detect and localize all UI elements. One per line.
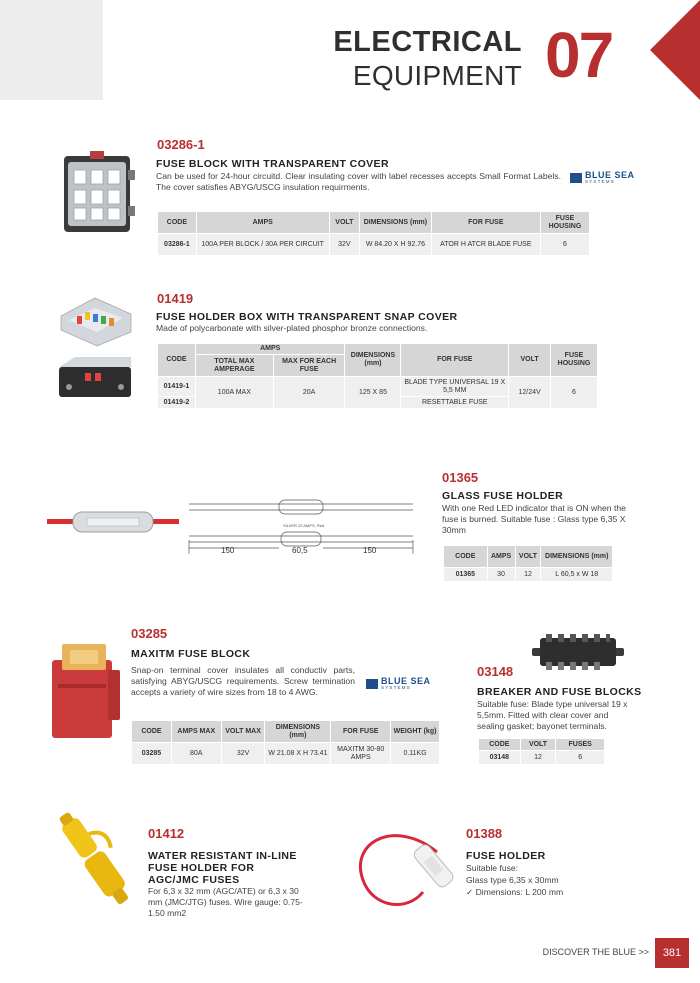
table-cell: 30 (487, 568, 515, 582)
breaker-fuse-block-image (532, 632, 624, 672)
product-code-03285: 03285 (131, 626, 168, 641)
product-name-03286: FUSE BLOCK WITH TRANSPARENT COVER (156, 158, 389, 170)
drawing-label: SILVER 20 AMPS. Red (283, 523, 325, 528)
page-title-line1: ELECTRICAL (333, 26, 522, 58)
product-name-01412-line2: FUSE HOLDER FOR (148, 862, 255, 874)
table-header-row (132, 721, 440, 743)
spec-table-03286 (157, 211, 590, 256)
table-cell: 03285 (132, 743, 172, 765)
spec-table-03148 (478, 738, 605, 765)
product-name-03285: MAXITM FUSE BLOCK (131, 648, 251, 660)
table-cell: 32V (329, 234, 360, 256)
chevron-arrow-icon (650, 0, 700, 100)
logo-sub: SYSTEMS (381, 685, 411, 690)
table-row (444, 568, 613, 582)
spec-table-01419 (157, 343, 598, 409)
spec-table-03285 (131, 720, 440, 765)
table-row (158, 234, 590, 256)
table-cell: L 60,5 x W 18 (541, 568, 613, 582)
product-name-01388: FUSE HOLDER (466, 850, 546, 862)
table-header: FOR FUSE (401, 344, 509, 377)
product-code-03286: 03286-1 (157, 137, 205, 152)
table-cell: 01365 (444, 568, 488, 582)
table-header: FUSES (556, 739, 605, 751)
table-cell: ATOR H ATCR BLADE FUSE (431, 234, 540, 256)
table-cell: 12/24V (509, 377, 551, 409)
product-code-03148: 03148 (477, 664, 514, 679)
table-cell: 125 X 85 (345, 377, 401, 409)
logo-mark-icon (366, 679, 378, 689)
table-cell: 01419-1 (158, 377, 196, 397)
table-header: CODE (158, 212, 197, 234)
product-desc-03285: Snap-on terminal cover insulates all conductiv parts, satisfying ABYG/USCG requirements. Screw termination accepts a variety of wire sizes from 18 to 4 AWG. (131, 665, 355, 698)
table-header: VOLT (520, 739, 556, 751)
table-cell: MAXITM 30-80 AMPS (331, 743, 391, 765)
table-header: CODE (132, 721, 172, 743)
maxi-fuse-block-image (48, 640, 124, 744)
table-cell: W 21.08 X H 73.41 (265, 743, 331, 765)
fuse-holder-open-image (55, 355, 135, 403)
product-name-01412-line1: WATER RESISTANT IN-LINE (148, 850, 297, 862)
table-header: DIMENSIONS (mm) (541, 546, 613, 568)
table-header: VOLT (329, 212, 360, 234)
table-header: VOLT (515, 546, 541, 568)
product-code-01388: 01388 (466, 826, 503, 841)
fuse-holder-box-image (55, 290, 135, 350)
table-row (132, 743, 440, 765)
table-header: FUSE HOUSING (540, 212, 589, 234)
table-header: VOLT MAX (221, 721, 265, 743)
table-header: TOTAL MAX AMPERAGE (195, 355, 273, 377)
table-header: FOR FUSE (331, 721, 391, 743)
table-header: AMPS (195, 344, 345, 355)
table-row (479, 751, 605, 765)
fuse-holder-wire-image (355, 822, 465, 914)
table-cell: 6 (556, 751, 605, 765)
logo-sub: SYSTEMS (585, 179, 615, 184)
table-header: MAX FOR EACH FUSE (273, 355, 345, 377)
fuse-block-image (58, 150, 136, 238)
table-cell: 03148 (479, 751, 521, 765)
table-cell: 100A PER BLOCK / 30A PER CIRCUIT (196, 234, 329, 256)
table-header: CODE (479, 739, 521, 751)
table-cell: W 84.20 X H 92.76 (360, 234, 431, 256)
product-name-01365: GLASS FUSE HOLDER (442, 490, 564, 502)
dimension-drawing (185, 478, 417, 556)
logo-brand: BLUE SEA (585, 170, 635, 180)
table-header: DIMENSIONS (mm) (345, 344, 401, 377)
table-cell: 03286-1 (158, 234, 197, 256)
table-header: DIMENSIONS (mm) (265, 721, 331, 743)
table-header: VOLT (509, 344, 551, 377)
table-cell: 20A (273, 377, 345, 409)
corner-block (0, 0, 103, 100)
dimension-right: 150 (363, 546, 377, 555)
page-title-line2: EQUIPMENT (352, 60, 522, 91)
table-cell: 12 (515, 568, 541, 582)
product-desc-03286: Can be used for 24-hour circuitd. Clear insulating cover with label recesses accepts Small Format Labels. The cover satisfies ABYG/USCG insulation requirments. (156, 171, 561, 193)
product-info-01388-1: Suitable fuse: (466, 863, 519, 873)
table-header: WEIGHT (kg) (391, 721, 440, 743)
product-code-01365: 01365 (442, 470, 479, 485)
product-desc-03148: Suitable fuse: Blade type universal 19 x 5,5mm. Fitted with clear cover and sealing gasket; bayonet terminals. (477, 699, 628, 732)
dimension-mid: 60,5 (292, 546, 308, 555)
table-header-row (444, 546, 613, 568)
product-name-03148: BREAKER AND FUSE BLOCKS (477, 686, 642, 698)
table-cell: 12 (520, 751, 556, 765)
table-header: CODE (158, 344, 196, 377)
table-cell: 01419-2 (158, 397, 196, 409)
table-header: AMPS (487, 546, 515, 568)
product-desc-01419: Made of polycarbonate with silver-plated phosphor bronze connections. (156, 323, 428, 333)
table-cell: 6 (540, 234, 589, 256)
product-name-01419: FUSE HOLDER BOX WITH TRANSPARENT SNAP COVER (156, 311, 458, 323)
product-code-01419: 01419 (157, 291, 194, 306)
blue-sea-logo (366, 677, 431, 690)
table-header: CODE (444, 546, 488, 568)
blue-sea-logo (570, 171, 635, 184)
footer-tagline: DISCOVER THE BLUE >> (542, 947, 649, 957)
table-cell: RESETTABLE FUSE (401, 397, 509, 409)
table-cell: 32V (221, 743, 265, 765)
inline-fuse-holder-image (55, 805, 135, 915)
glass-fuse-holder-image (47, 500, 179, 544)
product-code-01412: 01412 (148, 826, 185, 841)
spec-table-01365 (443, 545, 613, 582)
product-info-01388-3: ✓ Dimensions: L 200 mm (466, 887, 564, 897)
table-header: FOR FUSE (431, 212, 540, 234)
table-header-row (158, 212, 590, 234)
table-header-row (158, 344, 598, 355)
product-name-01412-line3: AGC/JMC FUSES (148, 874, 240, 886)
table-header: FUSE HOUSING (551, 344, 598, 377)
table-cell: 6 (551, 377, 598, 409)
logo-brand: BLUE SEA (381, 676, 431, 686)
table-cell: 0.11KG (391, 743, 440, 765)
table-header: DIMENSIONS (mm) (360, 212, 431, 234)
product-desc-01412: For 6,3 x 32 mm (AGC/ATE) or 6,3 x 30 mm (JMC/JTG) fuses. Wire gauge: 0.75-1.50 mm2 (148, 886, 303, 919)
table-header: AMPS MAX (171, 721, 221, 743)
product-info-01388-2: Glass type 6,35 x 30mm (466, 875, 559, 885)
table-header-row (479, 739, 605, 751)
table-header: AMPS (196, 212, 329, 234)
page-number: 381 (655, 938, 689, 968)
chapter-number: 07 (545, 19, 613, 91)
table-cell: BLADE TYPE UNIVERSAL 19 X 5,5 MM (401, 377, 509, 397)
table-row (158, 377, 598, 397)
logo-mark-icon (570, 173, 582, 183)
table-cell: 80A (171, 743, 221, 765)
dimension-left: 150 (221, 546, 235, 555)
table-cell: 100A MAX (195, 377, 273, 409)
product-desc-01365: With one Red LED indicator that is ON when the fuse is burned. Suitable fuse : Glass type 6,35 X 30mm (442, 503, 626, 536)
